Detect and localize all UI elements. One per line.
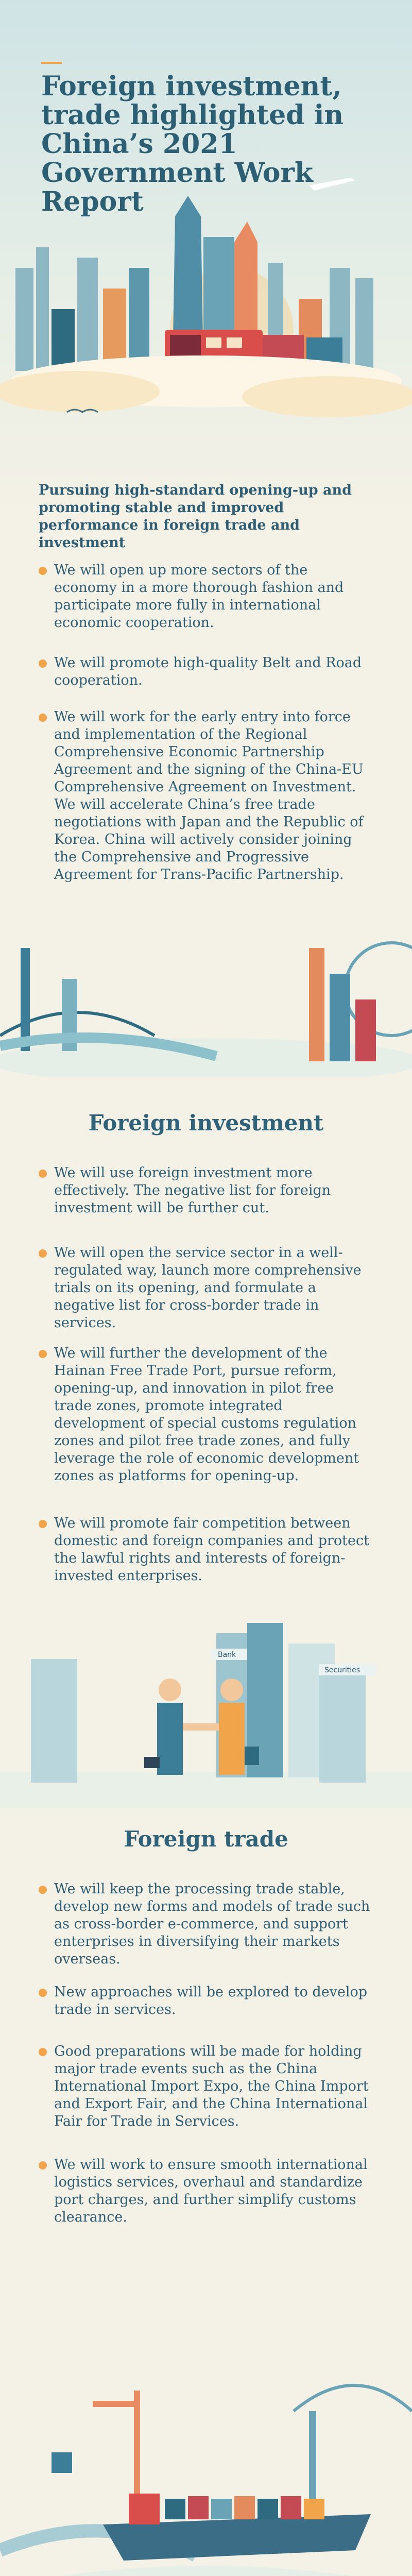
bullet-dot-icon [39, 1989, 47, 1997]
trade-bullet [39, 2156, 373, 2226]
trade-bullet [39, 1984, 373, 2019]
trade-bullet [39, 1880, 373, 1968]
bullet-dot-icon [39, 659, 47, 668]
intro-bullet [39, 562, 373, 632]
intro-bullet [39, 708, 373, 884]
bullet-dot-icon [39, 2161, 47, 2170]
bridge-city-illustration [0, 907, 412, 1077]
port-ship-illustration [0, 2329, 412, 2576]
bullet-text: We will open the service sector in a well-regulated way, launch more comprehensive trials on its opening, and formulate a negative list for cross-border trade in services. [54, 1245, 362, 1331]
bullet-dot-icon [39, 1170, 47, 1178]
bank-sign: Bank [218, 1651, 236, 1659]
bullet-dot-icon [39, 2048, 47, 2056]
intro-heading: Pursuing high-standard opening-up and promoting stable and improved performance in foreign trade and investment [39, 482, 352, 551]
bullet-text: We will use foreign investment more effectively. The negative list for foreign investment will be further cut. [54, 1165, 331, 1216]
bullet-dot-icon [39, 1350, 47, 1358]
investment-bullet [39, 1345, 373, 1485]
handshake-illustration [0, 1613, 412, 1808]
intro-bullet [39, 654, 373, 689]
bullet-dot-icon [39, 714, 47, 722]
bullet-text: Good preparations will be made for holding major trade events such as the China International Import Expo, the China Import and Export Fair, and the China International Fair for Trade in Services. [54, 2043, 369, 2129]
bullet-text: We will promote high-quality Belt and Road cooperation. [54, 655, 362, 688]
bullet-text: We will further the development of the Hainan Free Trade Port, pursue reform, opening-up, and innovation in pilot free trade zones, promote integrated development of special customs regulation zones and pilot free trade zones, and fully leverage the role of economic development zones as platforms for opening-up. [54, 1345, 359, 1484]
investment-bullet [39, 1244, 373, 1332]
foreign-investment-title: Foreign investment [88, 1110, 324, 1136]
trade-bullet [39, 2043, 373, 2130]
foreign-trade-title: Foreign trade [124, 1826, 288, 1852]
bullet-dot-icon [39, 1520, 47, 1528]
bullet-text: We will promote fair competition between domestic and foreign companies and protect the lawful rights and interests of foreign-invested enterprises. [54, 1515, 369, 1584]
intro-section [39, 482, 373, 552]
page-title: Foreign investment, trade highlighted in China’s 2021 Government Work Report [41, 71, 344, 217]
investment-bullet [39, 1164, 373, 1217]
investment-bullet [39, 1515, 373, 1585]
bullet-text: We will keep the processing trade stable, develop new forms and models of trade such as cross-border e-commerce, and support enterprises in diversifying their markets overseas. [54, 1881, 370, 1967]
bullet-dot-icon [39, 567, 47, 575]
securities-sign: Securities [324, 1666, 360, 1674]
hero-section [0, 0, 412, 453]
bullet-text: New approaches will be explored to develop trade in services. [54, 1984, 368, 2018]
bullet-text: We will work for the early entry into force and implementation of the Regional Comprehensive Economic Partnership Agreement and the signing of the China-EU Comprehensive Agreement on Investment. We will accelerate China’s free trade negotiations with Japan and the Republic of Korea. China will actively consider joining the Comprehensive and Progressive Agreement for Trans-Pacific Partnership. [54, 709, 364, 883]
city-skyline-illustration [0, 0, 412, 453]
bullet-dot-icon [39, 1249, 47, 1258]
bullet-dot-icon [39, 1886, 47, 1894]
bullet-text: We will work to ensure smooth international logistics services, overhaul and standardize port charges, and further simplify customs clearance. [54, 2157, 368, 2225]
bullet-text: We will open up more sectors of the economy in a more thorough fashion and participate more fully in international economic cooperation. [54, 562, 344, 631]
